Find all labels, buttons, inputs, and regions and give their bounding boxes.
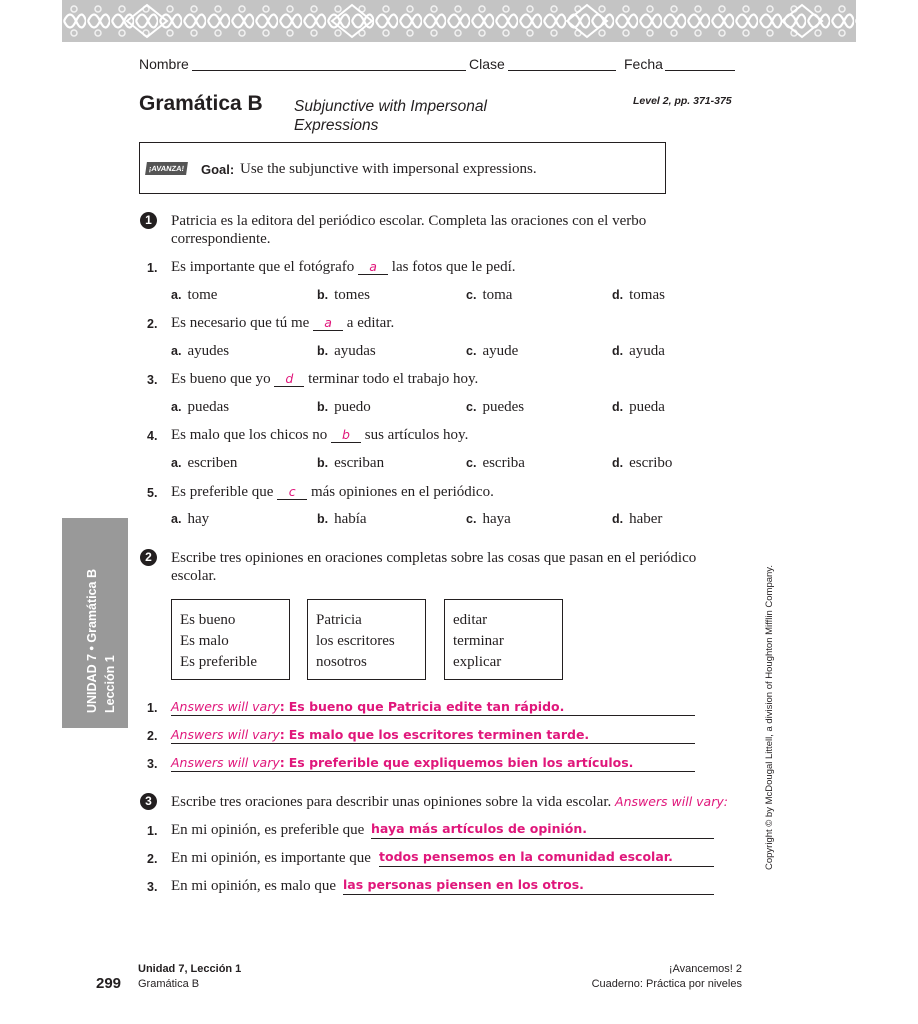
item-sentence [171,259,516,276]
option-text: escriben [187,455,238,471]
option-letter: c. [466,344,477,358]
option-letter: d. [612,512,624,526]
option-letter: c. [466,400,477,414]
option-c [466,343,518,360]
option-text: toma [482,287,513,303]
answers-vary-note: Answers will vary [171,699,280,714]
item-sentence [171,315,394,332]
page-subtitle-line2: Expressions [294,117,379,134]
clase-label: Clase [469,56,505,72]
option-text: haber [629,511,663,527]
option-text: puedes [482,399,525,415]
side-tab-lesson: Lección 1 [103,655,117,713]
option-c [466,511,511,528]
answer-blank[interactable]: a [358,259,388,275]
item-number: 2. [147,317,158,331]
option-letter: a. [171,456,182,470]
item-number: 2. [147,729,158,743]
footer-book: ¡Avancemos! 2 [668,963,742,975]
answer-colon: : [279,727,285,742]
opinion-prefix: En mi opinión, es preferible que [171,822,365,838]
option-letter: a. [171,344,182,358]
answer-line[interactable] [171,726,695,744]
item-text-before: Es importante que el fotógrafo [171,259,355,275]
item-text-after: las fotos que le pedí. [391,259,516,275]
side-tab-unit: UNIDAD 7 • Gramática B [85,568,99,713]
answer-blank[interactable]: c [277,484,307,500]
option-d [612,287,665,304]
option-letter: c. [466,512,477,526]
option-b [317,455,384,472]
answer-text: Es malo que los escritores terminen tarde. [288,727,590,742]
option-d [612,511,662,528]
footer-unit-lesson: Unidad 7, Lección 1 [138,963,242,975]
option-a [171,287,217,304]
option-letter: a. [171,400,182,414]
item-number: 3. [147,757,158,771]
answer-text: Es bueno que Patricia edite tan rápido. [288,699,565,714]
option-text: tome [187,287,218,303]
option-letter: d. [612,344,624,358]
section-1-instructions-line1: Patricia es la editora del periódico escolar. Completa las oraciones con el verbo [171,213,647,229]
item-number: 2. [147,852,158,866]
item-number: 1. [147,824,158,838]
option-c [466,287,512,304]
option-text: puedo [334,399,371,415]
option-letter: b. [317,456,329,470]
option-letter: c. [466,288,477,302]
option-text: hay [187,511,210,527]
section-3-number: 3 [140,793,157,810]
word-box-expressions [171,599,290,680]
answer-colon: : [279,755,285,770]
option-a [171,343,229,360]
answers-vary-note: Answers will vary: [615,794,728,809]
goal-text: Use the subjunctive with impersonal expressions. [240,161,537,177]
word-box-subjects [307,599,426,680]
section-2-instructions-line1: Escribe tres opiniones en oraciones completas sobre las cosas que pasan en el periódico [171,550,697,566]
section-3-instructions-text: Escribe tres oraciones para describir unas opiniones sobre la vida escolar. [171,794,612,810]
item-sentence [171,371,478,388]
option-text: puedas [187,399,230,415]
option-letter: d. [612,400,624,414]
item-text-after: terminar todo el trabajo hoy. [308,371,479,387]
option-text: haya [482,511,511,527]
option-text: pueda [629,399,665,415]
level-reference: Level 2, pp. 371-375 [633,95,732,107]
item-text-after: sus artículos hoy. [364,427,469,443]
option-letter: b. [317,512,329,526]
nombre-field[interactable] [192,70,466,71]
option-text: escribo [629,455,673,471]
opinion-prefix: En mi opinión, es malo que [171,878,336,894]
answer-colon: : [279,699,285,714]
option-text: escriba [482,455,525,471]
section-2-number: 2 [140,549,157,566]
footer-workbook: Cuaderno: Práctica por niveles [591,978,742,990]
fecha-field[interactable] [665,70,735,71]
item-sentence [171,427,468,444]
section-1-number: 1 [140,212,157,229]
option-d [612,455,672,472]
option-a [171,455,237,472]
option-a [171,399,229,416]
page-title: Gramática B [139,92,263,115]
fecha-label: Fecha [624,56,663,72]
option-letter: b. [317,288,329,302]
answer-blank[interactable]: d [274,371,304,387]
page-number: 299 [96,975,122,992]
option-text: ayudes [187,343,230,359]
option-b [317,511,367,528]
option-letter: d. [612,456,624,470]
answer-line[interactable] [171,698,695,716]
word-box-item: Es preferible [180,654,258,670]
decorative-banner [62,0,856,42]
option-letter: b. [317,344,329,358]
option-text: había [334,511,367,527]
answer-line[interactable]: las personas piensen en los otros. [343,877,714,895]
option-text: tomes [334,287,370,303]
item-text-before: Es necesario que tú me [171,315,310,331]
answer-line[interactable] [171,754,695,772]
answer-line[interactable]: haya más artículos de opinión. [371,821,714,839]
item-text-before: Es malo que los chicos no [171,427,328,443]
option-letter: d. [612,288,624,302]
item-number: 1. [147,701,158,715]
option-a [171,511,209,528]
option-letter: a. [171,512,182,526]
option-b [317,287,370,304]
answer-blank[interactable]: a [313,315,343,331]
option-text: ayuda [629,343,665,359]
option-text: ayude [482,343,519,359]
banner-pattern-icon [62,0,856,42]
word-box-verbs [444,599,563,680]
answers-vary-note: Answers will vary [171,755,280,770]
section-1-instructions-line2: correspondiente. [171,231,271,247]
word-box-item: editar [453,612,488,628]
option-text: escriban [334,455,385,471]
item-text-before: Es preferible que [171,484,274,500]
option-b [317,399,371,416]
word-box-item: explicar [453,654,502,670]
answers-vary-note: Answers will vary [171,727,280,742]
section-3-instructions [171,794,728,811]
copyright-notice: Copyright © by McDougal Littell, a division of Houghton Mifflin Company. [764,565,775,870]
answer-line[interactable]: todos pensemos en la comunidad escolar. [379,849,714,867]
item-number: 5. [147,486,158,500]
option-letter: b. [317,400,329,414]
footer-section: Gramática B [138,978,200,990]
option-letter: c. [466,456,477,470]
word-box-item: terminar [453,633,504,649]
option-b [317,343,376,360]
item-number: 1. [147,261,158,275]
word-box-item: Patricia [316,612,362,628]
option-text: tomas [629,287,665,303]
item-text-after: a editar. [346,315,395,331]
option-c [466,399,524,416]
item-text-before: Es bueno que yo [171,371,271,387]
word-box-item: nosotros [316,654,367,670]
nombre-label: Nombre [139,56,189,72]
option-d [612,399,665,416]
option-c [466,455,525,472]
answer-blank[interactable]: b [331,427,361,443]
goal-box [139,142,666,194]
opinion-prefix: En mi opinión, es importante que [171,850,371,866]
goal-label: Goal: [201,162,235,177]
clase-field[interactable] [508,70,616,71]
item-sentence [171,484,494,501]
section-2-instructions-line2: escolar. [171,568,217,584]
item-text-after: más opiniones en el periódico. [310,484,494,500]
word-box-item: Es bueno [180,612,236,628]
option-letter: a. [171,288,182,302]
page-subtitle-line1: Subjunctive with Impersonal [294,98,487,115]
word-box-item: Es malo [180,633,229,649]
word-box-item: los escritores [316,633,395,649]
option-d [612,343,665,360]
side-tab [62,518,128,728]
item-number: 3. [147,373,158,387]
option-text: ayudas [334,343,376,359]
item-number: 4. [147,429,158,443]
answer-text: Es preferible que expliquemos bien los artículos. [288,755,634,770]
avanza-badge: ¡AVANZA! [145,162,188,175]
item-number: 3. [147,880,158,894]
